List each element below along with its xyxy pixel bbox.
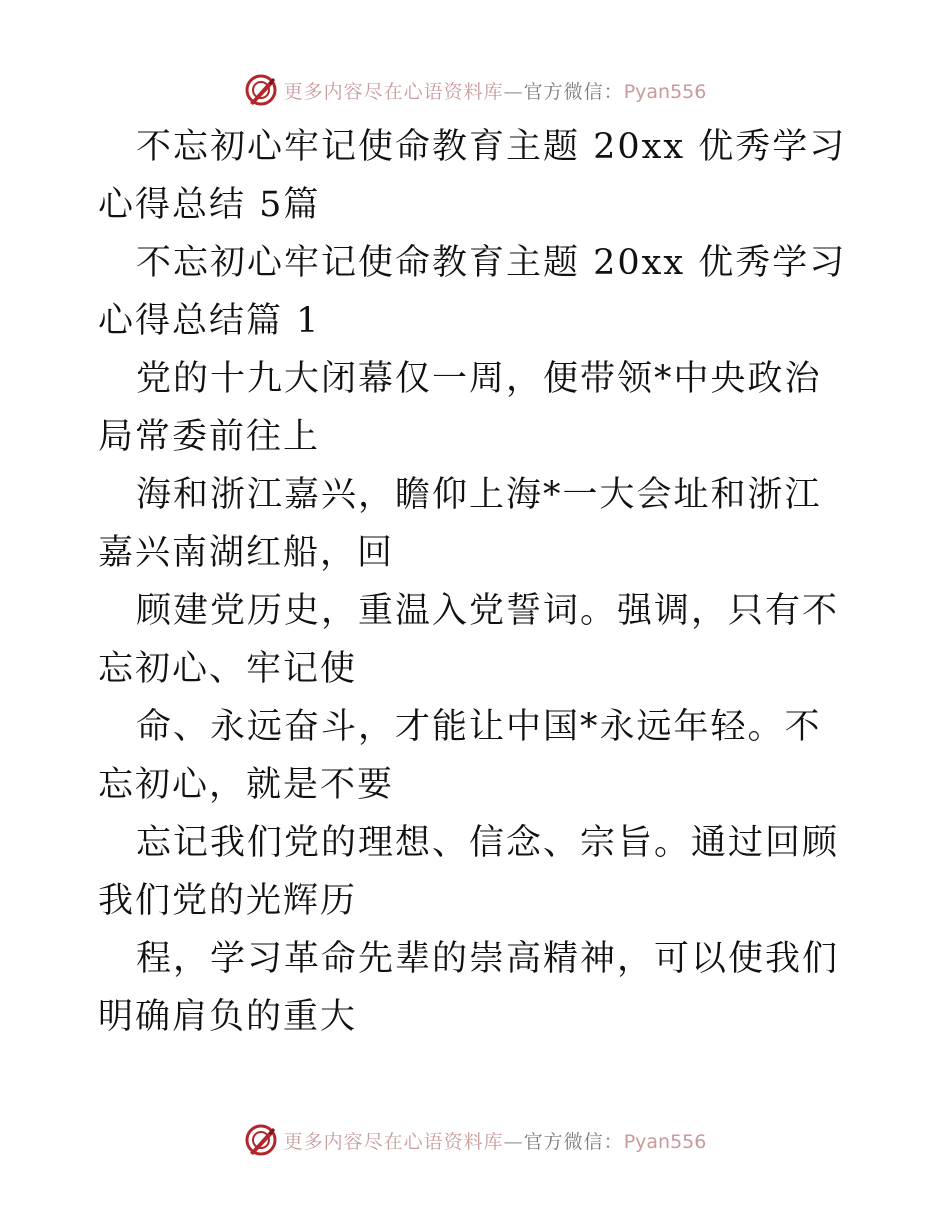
footer-watermark	[0, 1120, 950, 1160]
watermark-id: Pyan556	[623, 1130, 707, 1153]
document-body	[98, 118, 858, 1046]
body-paragraph: 顾建党历史，重温入党誓词。强调，只有不忘初心、牢记使	[98, 591, 840, 689]
body-paragraph: 海和浙江嘉兴，瞻仰上海*一大会址和浙江嘉兴南湖红船，回	[98, 475, 822, 573]
watermark-text	[284, 1127, 707, 1154]
header-watermark	[0, 70, 950, 110]
body-paragraph: 程，学习革命先辈的崇高精神，可以使我们明确肩负的重大	[98, 939, 840, 1037]
section-heading: 不忘初心牢记使命教育主题 20xx 优秀学习心得总结篇 1	[98, 243, 847, 341]
body-paragraph: 命、永远奋斗，才能让中国*永远年轻。不忘初心，就是不要	[98, 707, 822, 805]
watermark-text	[284, 77, 707, 104]
watermark-id: Pyan556	[623, 80, 707, 103]
watermark-label: 官方微信：	[523, 1130, 624, 1153]
watermark-dash: —	[503, 1130, 524, 1153]
watermark-label: 官方微信：	[523, 80, 624, 103]
watermark-main: 更多内容尽在心语资料库	[283, 80, 504, 103]
body-paragraph: 忘记我们党的理想、信念、宗旨。通过回顾我们党的光辉历	[98, 823, 840, 921]
document-title: 不忘初心牢记使命教育主题 20xx 优秀学习心得总结 5篇	[98, 127, 847, 225]
pen-logo-icon	[244, 1123, 278, 1157]
pen-logo-icon	[244, 73, 278, 107]
body-paragraph: 党的十九大闭幕仅一周，便带领*中央政治局常委前往上	[98, 359, 822, 457]
watermark-main: 更多内容尽在心语资料库	[283, 1130, 504, 1153]
watermark-dash: —	[503, 80, 524, 103]
